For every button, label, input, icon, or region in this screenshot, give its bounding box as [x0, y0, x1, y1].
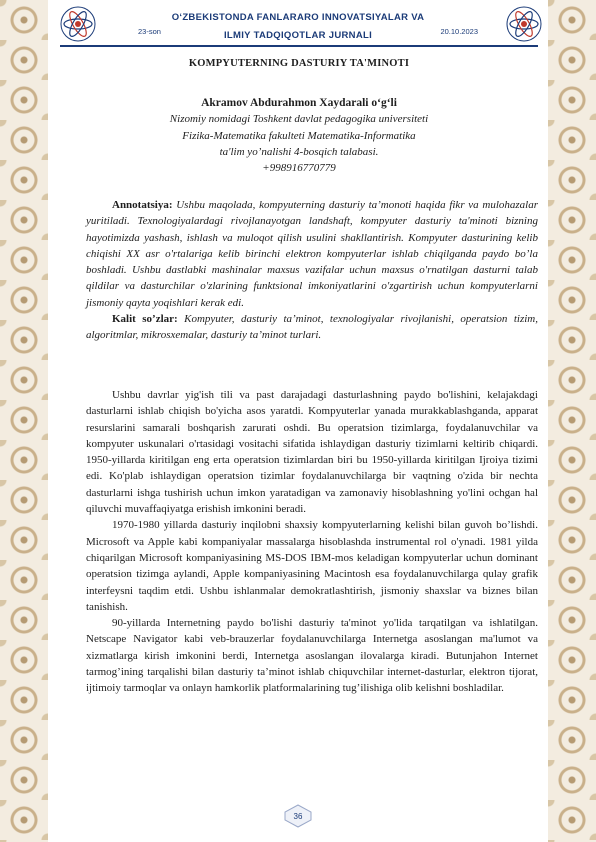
- journal-title-line1: O‘ZBEKISTONDA FANLARARO INNOVATSIYALAR VA: [171, 12, 425, 23]
- page-number: [283, 804, 313, 828]
- affiliation-faculty: Fizika-Matematika fakulteti Matematika-Informatika: [182, 129, 416, 142]
- keywords-paragraph: [86, 311, 538, 344]
- abstract-paragraph: [86, 197, 538, 311]
- main-body: [86, 387, 538, 697]
- journal-header: [108, 11, 488, 39]
- keywords-label: Kalit so’zlar:: [112, 313, 178, 326]
- body-paragraph: 1970-1980 yillarda dasturiy inqilobni shaxsiy kompyuterlarning kelishi bilan guvoh bo’lishdi. Microsoft va Apple kabi kompaniyalar massalarga hisoblashda instrumental rol o'ynadi. 1981 yilda chiqarilgan Microsoft kompaniyasining MS-DOS IBM-mos keladigan kompyuterlar uchun dominant operatsion tizimga aylandi, Apple kompaniyasining Macintosh esa foydalanuvchilarga qulay grafik interfeysni taqdim etdi. Ushbu ishlanmalar demokratlashtirish, jismoniy shaxslar va biznes bilan tanishish.: [86, 519, 538, 613]
- page-number-value: 36: [293, 811, 303, 821]
- header-divider: [60, 45, 538, 47]
- journal-title-line2: ILMIY TADQIQOTLAR JURNALI: [223, 30, 373, 41]
- author-name: Akramov Abdurahmon Xaydarali o‘g‘li: [201, 97, 397, 109]
- paper-title: KOMPYUTERNING DASTURIY TA'MINOTI: [188, 58, 410, 69]
- body-paragraph: Ushbu davrlar yig'ish tili va past darajadagi dasturlashning paydo bo'lishini, kelajakdagi dasturlarni ishlab chiqish bo'yicha asos yaratdi. Kompyuterlar yanada murakkablashganda, apparat resurslarini samarali boshqarish zarurati oshdi. Bu operatsion tizimlarga, foydalanuvchilar va kompyuter uskunalari o'rtasidagi vositachi sifatida ishlaydigan dasturiy tizimlarni keltirib chiqardi. 1950-yillarda kiritilgan eng erta operatsion tizimlardan biri bu 1950-yillarda kiritilgan Ijroiya tizimi edi. Ko'plab ishlaydigan operatsion tizimlar foydalanuvchilarga bir vaqtning o'zida bir nechta dasturlarni ishga tushirish uchun imkon yaratadigan va zamonaviy hisoblashning yo'lini ochgan hal qiluvchi muvaffaqiyatga erishish imkonini beradi.: [86, 389, 538, 516]
- affiliation-program: ta'lim yo’nalishi 4-bosqich talabasi.: [219, 145, 379, 158]
- decorative-border-left: [0, 0, 48, 842]
- abstract-text: Ushbu maqolada, kompyuterning dasturiy ta’monoti haqida fikr va mulohazalar yuritiladi. Texnologiyalardagi rivojlanayotgan landshaft, kompyuter dasturiy ta'minoti bizning hayotimizda yashash, ishlash va muloqot qilish usulini shakllantirish. Kompyuter dasturining kelib chiqishi XX asr o'rtalariga kelib birinchi elektron kompyuterlar ishlab chiqilganda paydo bo’la boshladi. Ushbu dastlabki mashinalar maxsus vazifalar uchun maxsus o'rnatilgan dasturni talab qildilar va dasturchilar o'zlarining funktsional imkoniyatlarini o'zgartirish uchun kompyuterlarni jismoniy qayta yoqishlari kerak edi.: [86, 199, 539, 309]
- journal-subtitle-row: [108, 25, 488, 39]
- abstract-section: [86, 197, 538, 344]
- keywords-text: Kompyuter, dasturiy ta’minot, texnologiyalar rivojlanishi, operatsion tizim, algoritmlar, mikrosxemalar, dasturiy ta’minot turlari.: [86, 313, 539, 342]
- decorative-border-right: [548, 0, 596, 842]
- body-paragraph: 90-yillarda Internetning paydo bo'lishi dasturiy ta'minot yo'lida tarqatilgan va ishlatilgan. Netscape Navigator kabi veb-brauzerlar foydalanuvchilarga Internetga asoslangan ma'lumot va xizmatlarga kirish imkonini berdi, Internetga asoslangan ilovalarga kiradi. Butunjahon Internet tarmog’ining tarqalishi bilan dasturiy ta’minot ishlab chiquvchilar internet-dasturlar, elektron tijorat, ijtimoiy tarmoqlar va onlayn hamkorlik platformalarining tug’ilishiga olib kelishni boshladilar.: [86, 617, 538, 695]
- abstract-label: Annotatsiya:: [112, 199, 173, 211]
- issue-number: 23-son: [138, 27, 161, 36]
- atom-logo-icon: [60, 6, 96, 42]
- affiliation-university: Nizomiy nomidagi Toshkent davlat pedagogika universiteti: [169, 113, 429, 126]
- author-phone: +998916770779: [262, 162, 336, 175]
- issue-date: 20.10.2023: [440, 27, 478, 36]
- author-block: [60, 95, 538, 176]
- atom-logo-icon: [506, 6, 542, 42]
